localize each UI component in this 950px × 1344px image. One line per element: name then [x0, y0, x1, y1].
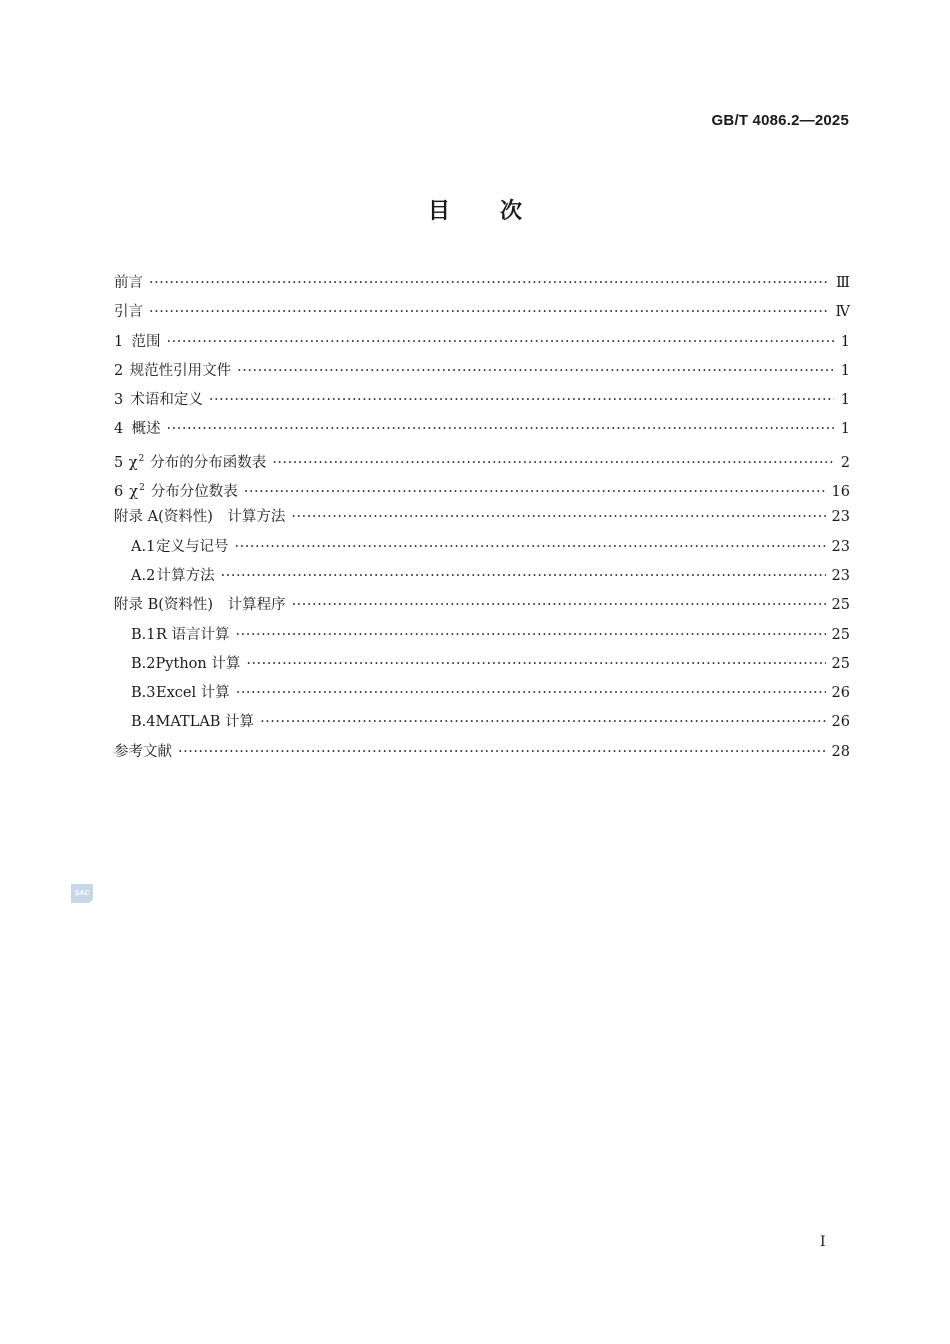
dot-leader [292, 591, 826, 620]
page-number: I [820, 1234, 826, 1250]
toc-entry-label [156, 708, 255, 737]
toc-entry-page: 23 [831, 509, 850, 526]
toc-entry-number: 1 [114, 333, 124, 350]
dot-leader [209, 386, 834, 415]
chi-symbol: χ [129, 484, 139, 501]
toc-entry-title: 附录 B(资料性) 计算程序 [114, 597, 286, 614]
dot-leader [149, 298, 830, 327]
toc-entry-title: Python 计算 [155, 655, 241, 672]
dot-leader [260, 708, 825, 737]
toc-entry-label [114, 298, 143, 327]
toc-entry-label [156, 533, 229, 562]
toc-entry-title: 定义与记号 [156, 538, 229, 555]
toc-entry-page: 25 [831, 655, 850, 672]
toc-entry-label [114, 738, 172, 767]
toc-entry-label [156, 679, 230, 708]
toc-entry[interactable] [114, 445, 850, 474]
toc-entry[interactable] [114, 621, 850, 650]
toc-entry-page: 26 [831, 685, 850, 702]
toc-entry-number: 3 [114, 392, 124, 409]
toc-entry-page: 23 [831, 538, 850, 555]
toc-entry-title: 术语和定义 [130, 392, 203, 409]
toc-entry-page: 23 [831, 567, 850, 584]
toc-entry-label [156, 650, 241, 679]
toc-entry-page: 1 [840, 421, 850, 438]
toc-entry[interactable] [114, 503, 850, 532]
dot-leader [167, 415, 834, 444]
toc-entry-number: A.1 [131, 538, 156, 555]
toc-entry-page: 16 [831, 484, 850, 501]
toc-entry-title: 前言 [114, 275, 143, 291]
dot-leader [236, 621, 826, 650]
toc-entry-page: 1 [840, 333, 850, 350]
toc-entry-title: MATLAB 计算 [155, 714, 255, 731]
toc-entry-number: 4 [114, 421, 124, 438]
toc-entry-page: 25 [831, 597, 850, 614]
toc-entry-title: 分布的分布函数表 [150, 454, 267, 471]
toc-entry[interactable] [114, 328, 850, 357]
sac-logo-icon [69, 881, 95, 905]
toc-entry[interactable] [114, 679, 850, 708]
dot-leader [272, 449, 834, 478]
toc-entry-label [156, 621, 230, 650]
toc-entry-number: A.2 [131, 567, 156, 584]
toc-entry-number: 2 [114, 362, 124, 379]
dot-leader [246, 650, 825, 679]
toc-entry-page: 28 [831, 743, 850, 760]
dot-leader [221, 562, 826, 591]
toc-entry-number: 6 [114, 484, 124, 501]
dot-leader [149, 269, 830, 298]
toc-entry[interactable] [114, 738, 850, 767]
toc-entry-label [114, 503, 285, 532]
toc-entry-label [130, 357, 232, 386]
dot-leader [236, 679, 826, 708]
standard-code: GB/T 4086.2—2025 [711, 112, 849, 129]
toc-entry-title: 引言 [114, 304, 143, 321]
dot-leader [178, 738, 826, 767]
dot-leader [237, 357, 834, 386]
toc-entry-title: 参考文献 [114, 743, 172, 760]
toc-entry-label [130, 386, 203, 415]
toc-entry-page: 25 [831, 626, 850, 643]
superscript: 2 [139, 483, 145, 494]
toc-entry-page: 26 [831, 714, 850, 731]
toc-entry-page: Ⅲ [836, 275, 850, 291]
toc-entry[interactable] [114, 474, 850, 503]
superscript: 2 [138, 453, 145, 464]
toc-entry[interactable] [114, 533, 850, 562]
toc-entry[interactable] [114, 269, 850, 298]
toc-entry[interactable] [114, 591, 850, 620]
toc-entry-title: Excel 计算 [156, 685, 230, 702]
toc-entry-label [132, 328, 161, 357]
toc-entry-page: Ⅳ [835, 304, 850, 321]
toc-entry-label [114, 591, 286, 620]
dot-leader [291, 503, 825, 532]
toc-entry-title: 计算方法 [156, 567, 215, 584]
toc-entry[interactable] [114, 562, 850, 591]
toc-entry-number: B.1 [131, 626, 156, 643]
sac-logo-text: SAC [74, 890, 90, 897]
toc-entry[interactable] [114, 415, 850, 444]
toc-entry-page: 1 [840, 362, 850, 379]
toc-entry-page: 1 [840, 392, 850, 409]
toc-entry-label [129, 474, 238, 507]
toc-title: 目次 [427, 199, 572, 224]
toc-entry-label [132, 415, 161, 444]
toc-entry[interactable] [114, 386, 850, 415]
toc-entry-title: 分布分位数表 [150, 484, 238, 501]
toc-entry-page: 2 [840, 454, 850, 471]
toc-entry-label [129, 445, 267, 478]
toc-entry-label [114, 269, 143, 298]
toc-entry[interactable] [114, 357, 850, 386]
toc-entry-number: B.2 [131, 655, 156, 672]
toc-entry-label [157, 562, 215, 591]
toc-entry-title: 范围 [131, 333, 161, 350]
table-of-contents [114, 269, 850, 767]
toc-entry[interactable] [114, 708, 850, 737]
toc-entry-number: 5 [114, 454, 124, 471]
toc-entry-title: 附录 A(资料性) 计算方法 [114, 509, 286, 526]
toc-entry[interactable] [114, 298, 850, 327]
toc-entry[interactable] [114, 650, 850, 679]
toc-entry-number: B.3 [131, 685, 156, 702]
toc-entry-number: B.4 [131, 714, 156, 731]
toc-entry-title: 规范性引用文件 [129, 362, 232, 379]
dot-leader [167, 328, 834, 357]
toc-entry-title: 概述 [131, 421, 161, 438]
toc-entry-title: R 语言计算 [156, 626, 230, 643]
chi-symbol: χ [128, 454, 138, 471]
dot-leader [235, 533, 826, 562]
